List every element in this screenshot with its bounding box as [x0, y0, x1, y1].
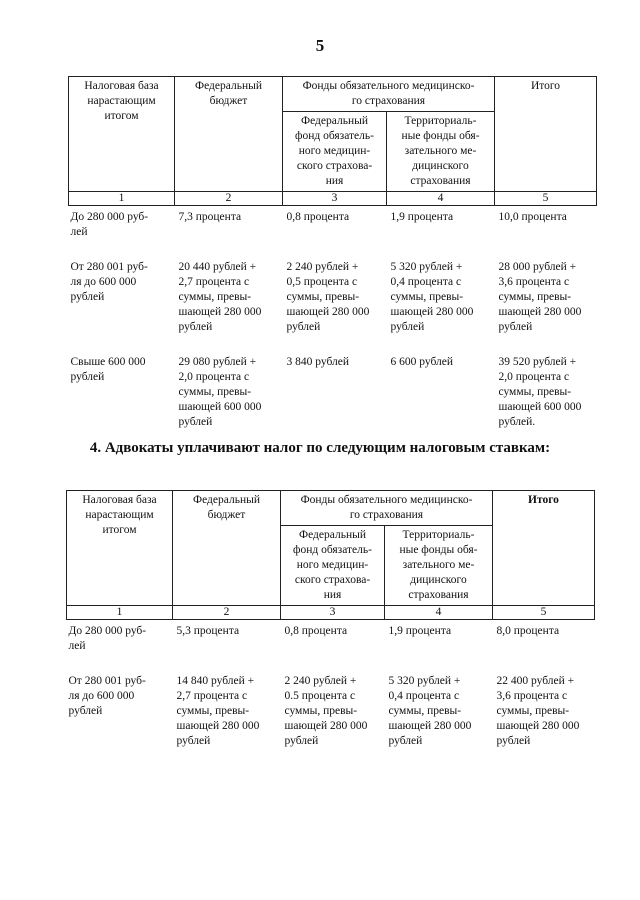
header-federal-fund: Федеральный фонд обязатель- ного медицин- ского страхова- ния — [281, 526, 385, 606]
table-cell: От 280 001 руб- ля до 600 000 рублей — [70, 261, 148, 303]
table-cell: 3 840 рублей — [286, 356, 350, 368]
tax-rates-table-1 — [68, 76, 597, 446]
table-cell: 10,0 процента — [498, 211, 567, 223]
table-cell: 39 520 рублей + 2,0 процента с суммы, превы- шающей 600 000 рублей. — [498, 356, 582, 428]
table-row — [69, 256, 597, 351]
header-total: Итого — [495, 77, 597, 192]
table-row — [69, 351, 597, 446]
header-federal-fund: Федеральный фонд обязатель- ного медицин- ского страхова- ния — [283, 112, 387, 192]
table-cell: 2 240 рублей + 0.5 процента с суммы, превы- шающей 280 000 рублей — [284, 675, 368, 747]
table-cell: 5 320 рублей + 0,4 процента с суммы, превы- шающей 280 000 рублей — [390, 261, 474, 333]
header-medical-funds: Фонды обязательного медицинско- го страхования — [283, 77, 495, 112]
table-cell: От 280 001 руб- ля до 600 000 рублей — [68, 675, 146, 717]
column-number: 3 — [281, 606, 385, 620]
column-number: 1 — [67, 606, 173, 620]
table-cell: Свыше 600 000 рублей — [70, 356, 146, 383]
table-cell: До 280 000 руб- лей — [70, 211, 149, 238]
table-cell: 29 080 рублей + 2,0 процента с суммы, превы- шающей 600 000 рублей — [178, 356, 262, 428]
table-cell: 1,9 процента — [388, 625, 452, 637]
section-heading: 4. Адвокаты уплачивают налог по следующим налоговым ставкам: — [89, 440, 551, 456]
header-territorial-funds: Территориаль- ные фонды обя- зательного ме- дицинского страхования — [385, 526, 493, 606]
column-number: 2 — [175, 192, 283, 206]
column-number: 3 — [283, 192, 387, 206]
table-cell: 8,0 процента — [496, 625, 560, 637]
column-number: 5 — [495, 192, 597, 206]
column-number: 5 — [493, 606, 595, 620]
column-number: 2 — [173, 606, 281, 620]
table-cell: 1,9 процента — [390, 211, 454, 223]
table-row — [67, 670, 595, 765]
header-federal-budget: Федеральный бюджет — [173, 491, 281, 606]
table-row — [69, 206, 597, 257]
table-cell: 14 840 рублей + 2,7 процента с суммы, превы- шающей 280 000 рублей — [176, 675, 260, 747]
table-cell: 5 320 рублей + 0,4 процента с суммы, превы- шающей 280 000 рублей — [388, 675, 472, 747]
header-total: Итого — [493, 491, 595, 606]
table-cell: 0,8 процента — [284, 625, 348, 637]
column-number: 4 — [387, 192, 495, 206]
column-number: 1 — [69, 192, 175, 206]
table-row — [67, 620, 595, 671]
header-federal-budget: Федеральный бюджет — [175, 77, 283, 192]
page-number: 5 — [315, 36, 325, 55]
table-cell: 0,8 процента — [286, 211, 350, 223]
table-cell: До 280 000 руб- лей — [68, 625, 147, 652]
table-cell: 6 600 рублей — [390, 356, 454, 368]
table-cell: 28 000 рублей + 3,6 процента с суммы, превы- шающей 280 000 рублей — [498, 261, 582, 333]
header-territorial-funds: Территориаль- ные фонды обя- зательного ме- дицинского страхования — [387, 112, 495, 192]
tax-rates-table-2 — [66, 490, 595, 765]
table-cell: 20 440 рублей + 2,7 процента с суммы, превы- шающей 280 000 рублей — [178, 261, 262, 333]
table-cell: 22 400 рублей + 3,6 процента с суммы, превы- шающей 280 000 рублей — [496, 675, 580, 747]
table-cell: 5,3 процента — [176, 625, 240, 637]
table-cell: 2 240 рублей + 0,5 процента с суммы, превы- шающей 280 000 рублей — [286, 261, 370, 333]
header-tax-base: Налоговая база нарастающим итогом — [69, 77, 175, 192]
column-number: 4 — [385, 606, 493, 620]
header-tax-base: Налоговая база нарастающим итогом — [67, 491, 173, 606]
table-cell: 7,3 процента — [178, 211, 242, 223]
header-medical-funds: Фонды обязательного медицинско- го страхования — [281, 491, 493, 526]
